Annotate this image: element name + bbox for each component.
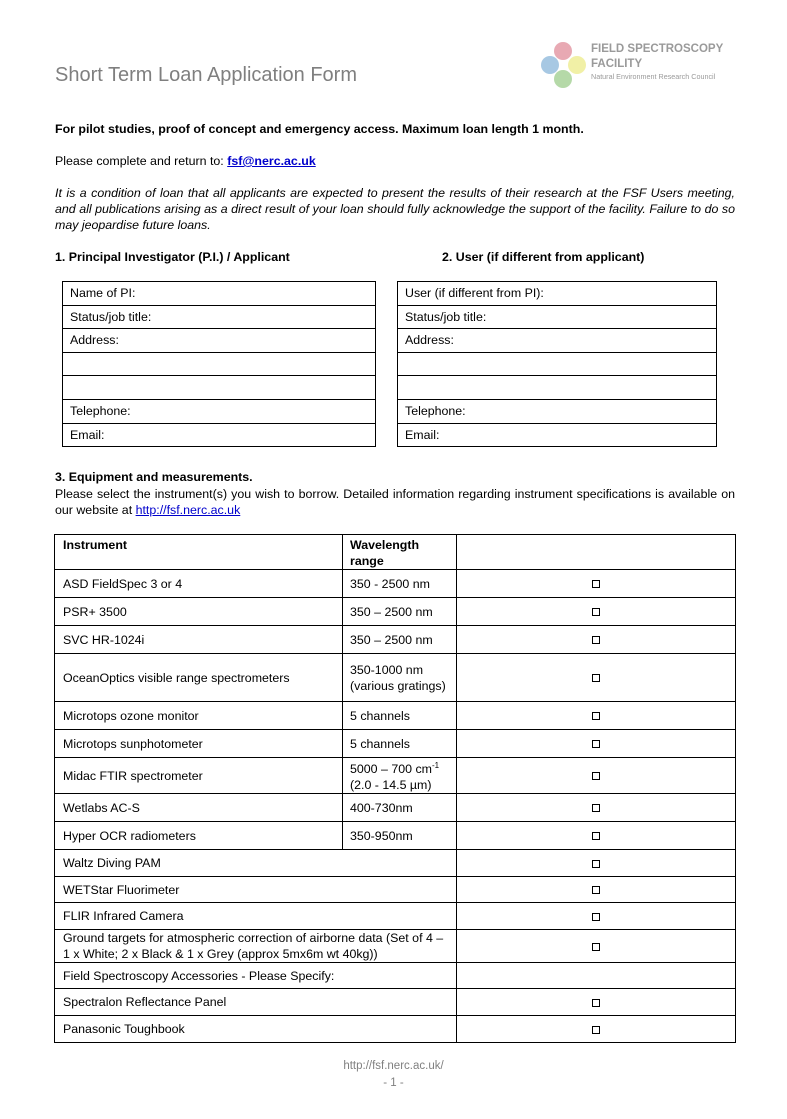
table-row [55,989,736,1016]
table-row [55,570,736,598]
wavelength-range: 350-1000 nm (various gratings) [343,654,457,702]
user-details-table [397,281,717,447]
checkbox-svc-hr1024i[interactable] [592,636,600,644]
user-address-line2-field[interactable] [398,352,717,376]
return-instruction [55,153,735,169]
select-column-header [457,535,736,570]
user-address-line3-field[interactable] [398,376,717,400]
section3-heading: 3. Equipment and measurements. [55,470,253,484]
loan-condition: It is a condition of loan that all applicants are expected to present the results of their research at the FSF Users meeting, and all publications arising as a direct result of your loan should fully acknowledge the support of the facility. Failure to do so may jeopardise future loans. [55,186,735,232]
purpose-statement: For pilot studies, proof of concept and emergency access. Maximum loan length 1 month. [55,122,584,136]
page-title: Short Term Loan Application Form [55,64,358,86]
wavelength-range [343,758,457,794]
instrument-name: SVC HR-1024i [55,626,343,654]
user-status-field[interactable]: Status/job title: [398,305,717,329]
pi-details-table [62,281,376,447]
table-row [55,822,736,850]
table-row [55,1016,736,1043]
checkbox-microtops-sunphotometer[interactable] [592,740,600,748]
pi-telephone-field[interactable]: Telephone: [63,399,376,423]
logo-circle-blue [541,56,559,74]
equipment-header-row [55,535,736,570]
instrument-name: Microtops ozone monitor [55,702,343,730]
select-cell [457,758,736,794]
wavelength-range: 5 channels [343,702,457,730]
checkbox-wetlabs-acs[interactable] [592,804,600,812]
logo-circle-yellow [568,56,586,74]
page-number: - 1 - [383,1077,404,1089]
ftir-range-micron: (2.0 - 14.5 µm) [350,778,432,793]
table-row [55,930,736,963]
fsf-logo-circles [538,40,590,92]
footer-url: http://fsf.nerc.ac.uk/ [343,1060,444,1072]
instrument-name: Waltz Diving PAM [55,850,457,877]
wavelength-range: 400-730nm [343,794,457,822]
wavelength-range: 350 - 2500 nm [343,570,457,598]
instrument-name: Wetlabs AC-S [55,794,343,822]
fsf-website-link[interactable]: http://fsf.nerc.ac.uk [135,503,241,517]
section3-description [55,486,735,518]
accessories-specify-cell[interactable] [457,963,736,989]
accessories-label: Field Spectroscopy Accessories - Please Specify: [55,963,457,989]
table-row [55,654,736,702]
instrument-name: Microtops sunphotometer [55,730,343,758]
user-name-field[interactable]: User (if different from PI): [398,282,717,306]
select-cell [457,626,736,654]
pi-email-field[interactable]: Email: [63,423,376,447]
select-cell [457,877,736,903]
wavelength-range: 350 – 2500 nm [343,626,457,654]
return-prefix: Please complete and return to: [55,154,228,168]
instrument-name: OceanOptics visible range spectrometers [55,654,343,702]
table-row [55,877,736,903]
accessories-row [55,963,736,989]
table-row [55,598,736,626]
table-row [55,730,736,758]
logo-text-line2: FACILITY [591,58,643,70]
section1-heading: 1. Principal Investigator (P.I.) / Applicant [55,250,290,264]
accessory-name: Spectralon Reflectance Panel [55,989,457,1016]
pi-address-field[interactable]: Address: [63,329,376,353]
pi-address-line3-field[interactable] [63,376,376,400]
accessory-name: Panasonic Toughbook [55,1016,457,1043]
checkbox-spectralon[interactable] [592,999,600,1007]
select-cell [457,794,736,822]
return-email-link[interactable]: fsf@nerc.ac.uk [227,154,316,168]
select-cell [457,654,736,702]
checkbox-hyper-ocr[interactable] [592,832,600,840]
instrument-name: ASD FieldSpec 3 or 4 [55,570,343,598]
ftir-range-main: 5000 – 700 cm [350,762,432,777]
checkbox-asd-fieldspec[interactable] [592,580,600,588]
wavelength-range: 350 – 2500 nm [343,598,457,626]
ftir-range-superscript: -1 [431,761,440,770]
instrument-name: Ground targets for atmospheric correction of airborne data (Set of 4 – 1 x White; 2 x Black & 1 x Grey (approx 5mx6m wt 40kg)) [55,930,457,963]
instrument-name: Hyper OCR radiometers [55,822,343,850]
logo-text-line1: FIELD SPECTROSCOPY [591,43,724,55]
instrument-column-header: Instrument [55,535,343,570]
table-row [55,702,736,730]
select-cell [457,730,736,758]
select-cell [457,1016,736,1043]
wavelength-column-header: Wavelength range [343,535,457,570]
instrument-name: WETStar Fluorimeter [55,877,457,903]
table-row [55,794,736,822]
checkbox-wetstar[interactable] [592,886,600,894]
instrument-name: Midac FTIR spectrometer [55,758,343,794]
user-email-field[interactable]: Email: [398,423,717,447]
select-cell [457,570,736,598]
instrument-name: PSR+ 3500 [55,598,343,626]
section3-desc-text: Please select the instrument(s) you wish to borrow. Detailed information regarding instrument specifications is available on our website at [55,487,735,517]
user-telephone-field[interactable]: Telephone: [398,399,717,423]
select-cell [457,989,736,1016]
section2-heading: 2. User (if different from applicant) [442,250,645,264]
checkbox-oceanoptics[interactable] [592,674,600,682]
checkbox-waltz-pam[interactable] [592,860,600,868]
select-cell [457,850,736,877]
table-row [55,903,736,930]
logo-circle-pink [554,42,572,60]
checkbox-microtops-ozone[interactable] [592,712,600,720]
checkbox-ground-targets[interactable] [592,943,600,951]
table-row [55,758,736,794]
pi-address-line2-field[interactable] [63,352,376,376]
checkbox-toughbook[interactable] [592,1026,600,1034]
instrument-name: FLIR Infrared Camera [55,903,457,930]
table-row [55,850,736,877]
checkbox-flir[interactable] [592,913,600,921]
select-cell [457,598,736,626]
wavelength-range: 5 channels [343,730,457,758]
select-cell [457,903,736,930]
select-cell [457,702,736,730]
wavelength-range: 350-950nm [343,822,457,850]
pi-status-field[interactable]: Status/job title: [63,305,376,329]
table-row [55,626,736,654]
select-cell [457,930,736,963]
pi-name-field[interactable]: Name of PI: [63,282,376,306]
equipment-table [54,534,736,1043]
select-cell [457,822,736,850]
logo-text-line3: Natural Environment Research Council [591,72,716,81]
user-address-field[interactable]: Address: [398,329,717,353]
logo-circle-green [554,70,572,88]
checkbox-midac-ftir[interactable] [592,772,600,780]
checkbox-psr-3500[interactable] [592,608,600,616]
